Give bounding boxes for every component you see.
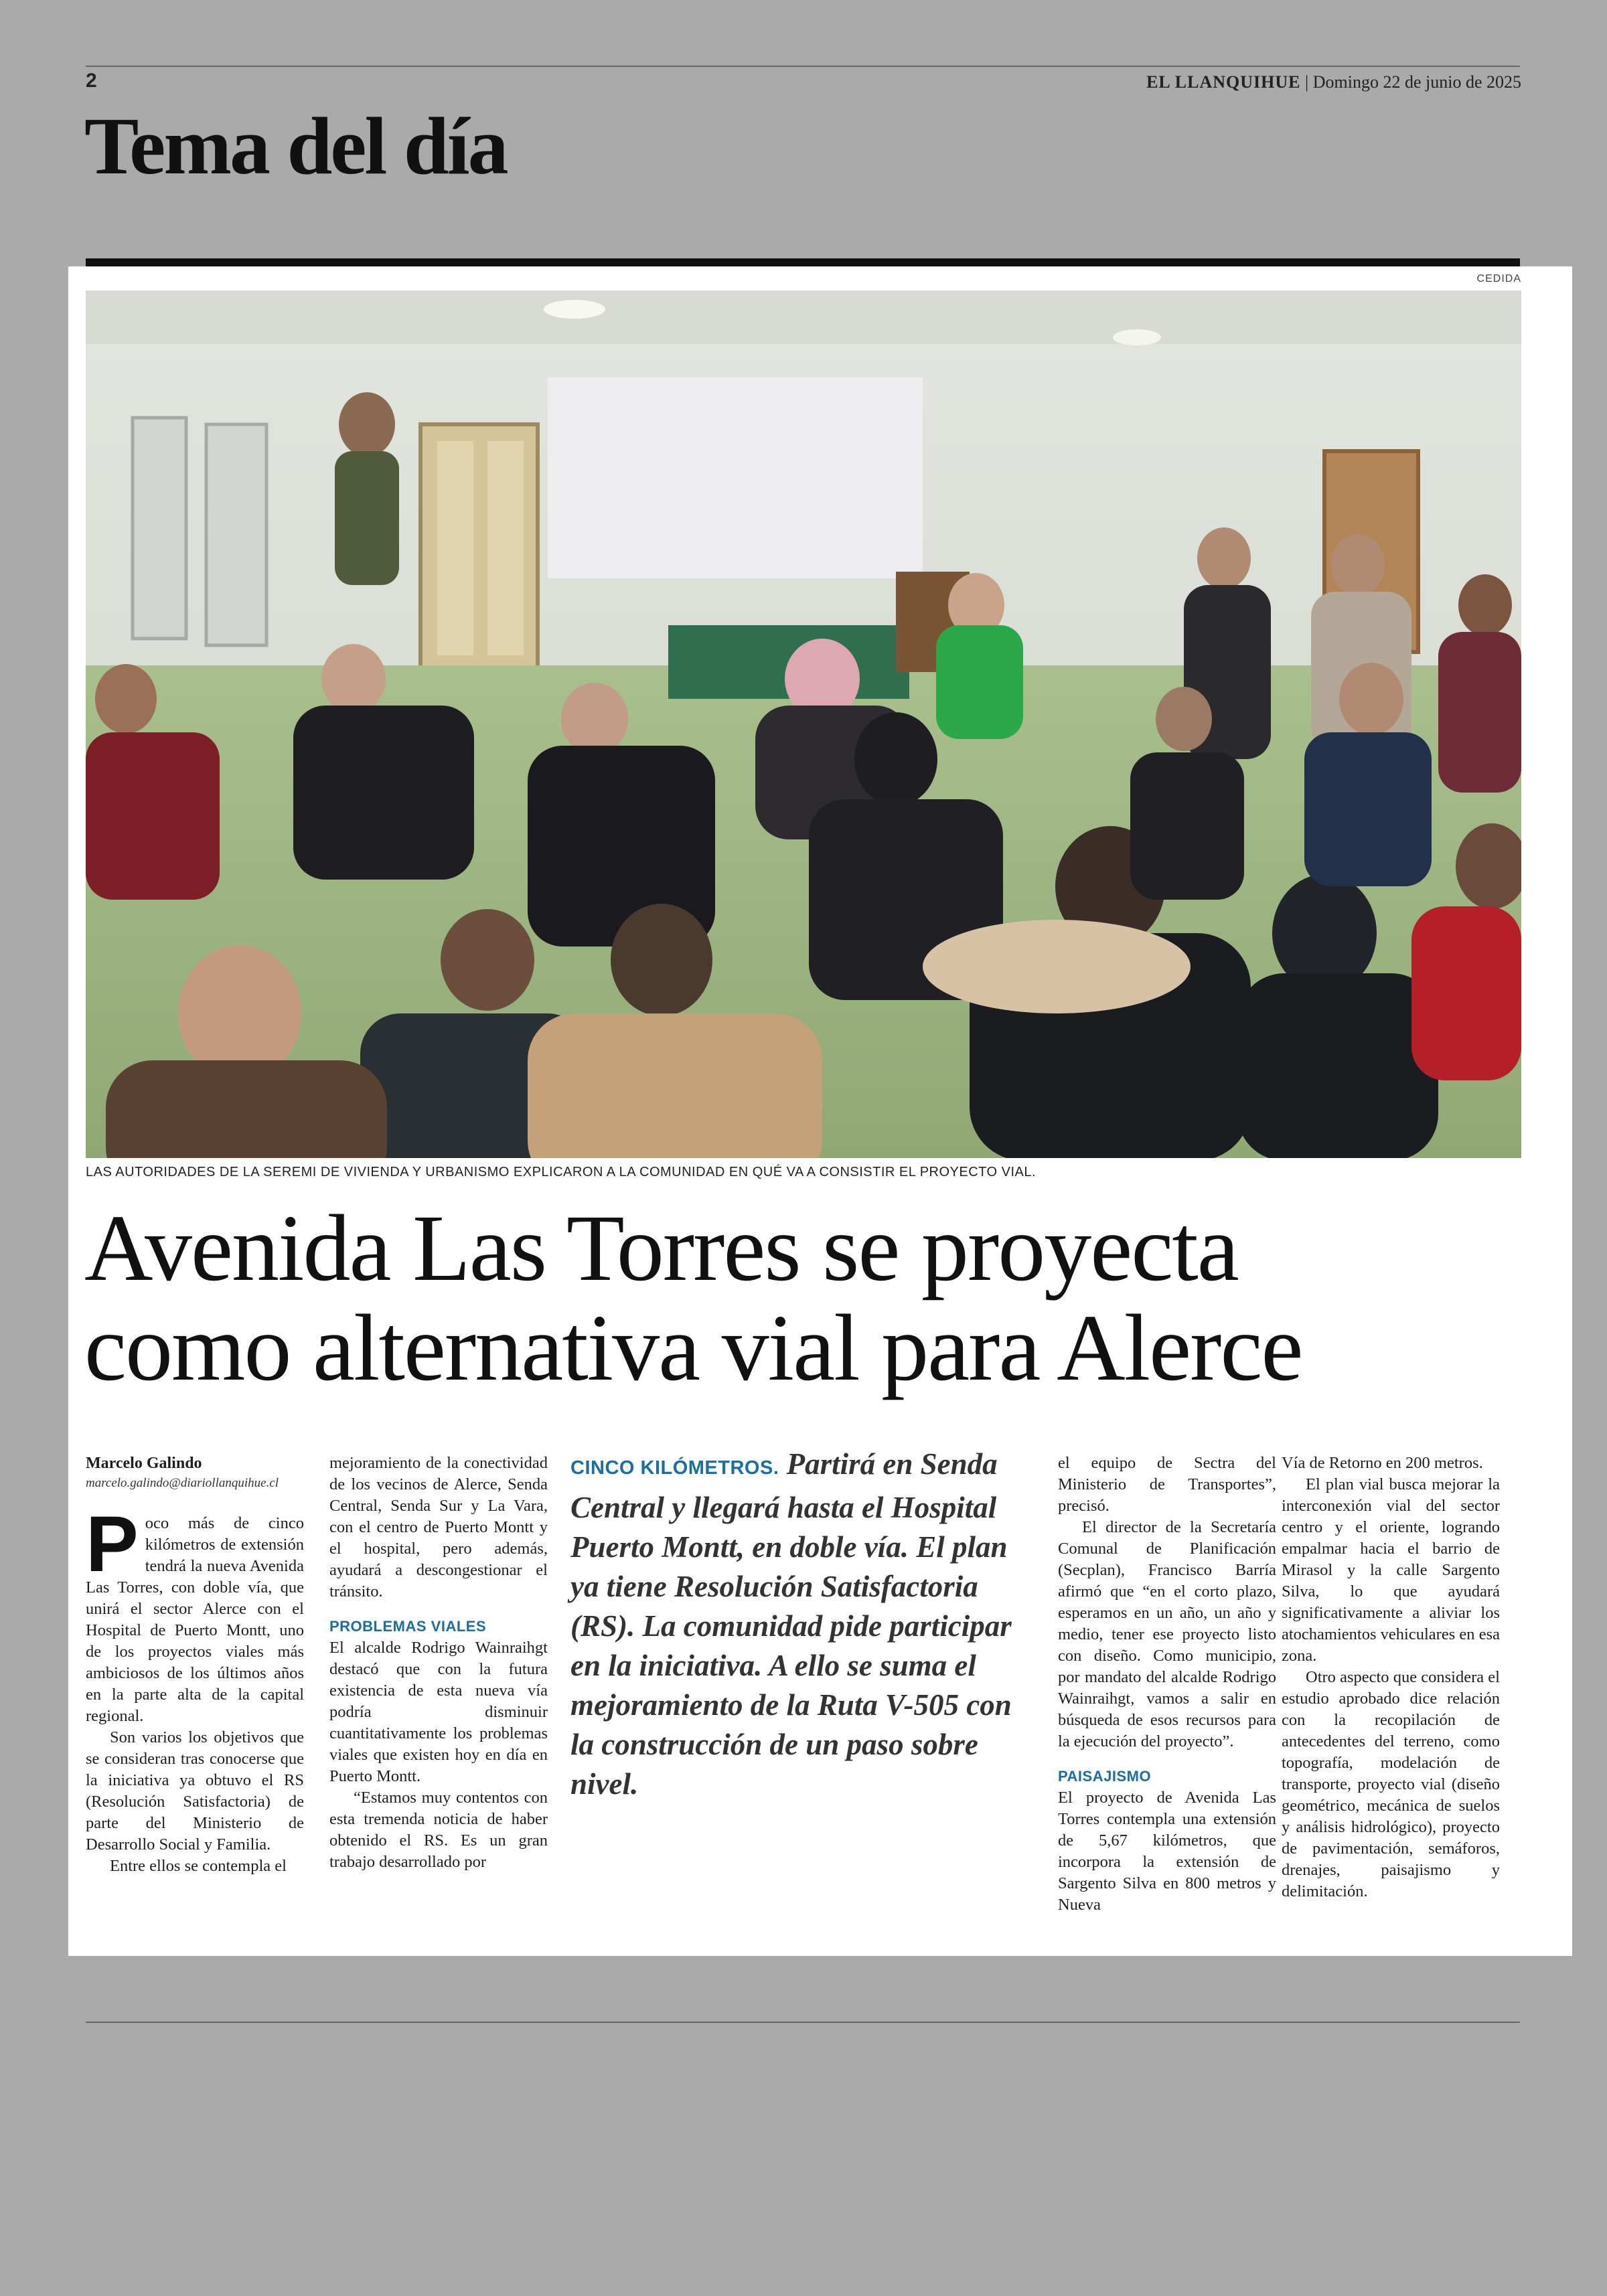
column-4 [1058,1453,1276,1916]
paragraph: El proyecto de Avenida Las Torres contempla una extensión de 5,67 kilómetros, que incorpora la extensión de Sargento Silva en 800 metros y Nueva [1058,1789,1276,1914]
byline-author: Marcelo Galindo [86,1455,202,1472]
photo-credit: CEDIDA [1476,273,1521,284]
column-1 [86,1453,304,1877]
article-photo [86,291,1521,1158]
headline-line-2: como alternativa vial para Alerce [84,1295,1302,1401]
paragraph: Son varios los objetivos que se consideran tras conocerse que la iniciativa ya obtuvo el RS (Resolución Satisfactoria) de parte del Ministerio de Desarrollo Social y Familia. [86,1728,304,1854]
headline-line-1: Avenida Las Torres se proyecta [84,1195,1238,1301]
paragraph: El plan vial busca mejorar la interconexión vial del sector centro y el oriente, logrando empalmar hacia el barrio de Mirasol y la calle Sargento Silva, lo que ayudará significativamente a aliviar los atochamientos vehiculares en esa zona. [1282,1475,1500,1665]
drop-cap: P [86,1500,139,1588]
paragraph: oco más de cinco kilómetros de extensión tendrá la nueva Avenida Las Torres, con doble vía, que unirá el sector Alerce con el Hospital de Puerto Montt, uno de los proyectos viales más ambiciosos de los últimos años en la parte alta de la capital regional. [86,1514,304,1725]
column-5 [1282,1453,1500,1902]
paper-name: EL LLANQUIHUE [1146,72,1301,92]
article-headline [84,1195,1531,1401]
column-2 [329,1453,548,1873]
article-lead [570,1445,1032,1804]
photo-caption: LAS AUTORIDADES DE LA SEREMI DE VIVIENDA Y URBANISMO EXPLICARON A LA COMUNIDAD EN QUÉ VA A CONSISTIR EL PROYECTO VIAL. [86,1165,1037,1179]
byline-email: marcelo.galindo@diariollanquihue.cl [86,1476,279,1490]
paragraph: el equipo de Sectra del Ministerio de Transportes”, precisó. [1058,1454,1276,1515]
bottom-rule [86,2022,1520,2023]
page-number: 2 [86,70,97,92]
paragraph: Vía de Retorno en 200 metros. [1282,1454,1483,1472]
lead-text: Partirá en Senda Central y llegará hasta el Hospital Puerto Montt, en doble vía. El plan ya tiene Resolución Satisfactoria (RS). La comunidad pide participar en la iniciativa. A ello se suma el mejoramiento de la Ruta V-505 con la construcción de un paso sobre nivel. [570,1447,1012,1801]
paragraph: mejoramiento de la conectividad de los vecinos de Alerce, Senda Central, Senda Sur y La Vara, con el centro de Puerto Montt y el hospital, pero además, ayudará a descongestionar el tránsito. [329,1454,548,1601]
paragraph: Entre ellos se contempla el [110,1857,287,1875]
section-rule [86,258,1520,266]
paragraph: El alcalde Rodrigo Wainraihgt destacó que con la futura existencia de esta nueva vía podría disminuir cuantitativamente los problemas viales que existen hoy en día en Puerto Montt. [329,1639,548,1785]
issue-date: Domingo 22 de junio de 2025 [1312,72,1521,92]
masthead-separator: | [1300,72,1313,92]
paragraph: El director de la Secretaría Comunal de Planificación (Secplan), Francisco Barría afirmó que “en el corto plazo, esperamos en un año, un año y medio, tener ese proyecto listo con diseño. Como municipio, por mandato del alcalde Rodrigo Wainraihgt, vamos a salir en búsqueda de esos recursos para la ejecución del proyecto”. [1058,1518,1276,1750]
subhead-problemas-viales: PROBLEMAS VIALES [329,1618,487,1635]
subhead-paisajismo: PAISAJISMO [1058,1768,1152,1785]
top-rule [86,66,1520,67]
lead-kicker: CINCO KILÓMETROS. [570,1457,779,1479]
masthead [1146,72,1521,92]
paragraph: Otro aspecto que considera el estudio aprobado dice relación con la recopilación de antecedentes del terreno, como topografía, modelación de transporte, proyecto vial (diseño geométrico, mecánica de suelos y análisis hidrológico), proyecto de pavimentación, semáforos, drenajes, paisajismo y delimitación. [1282,1668,1500,1900]
paragraph: “Estamos muy contentos con esta tremenda noticia de haber obtenido el RS. Es un gran trabajo desarrollado por [329,1789,548,1871]
section-title: Tema del día [84,101,507,191]
